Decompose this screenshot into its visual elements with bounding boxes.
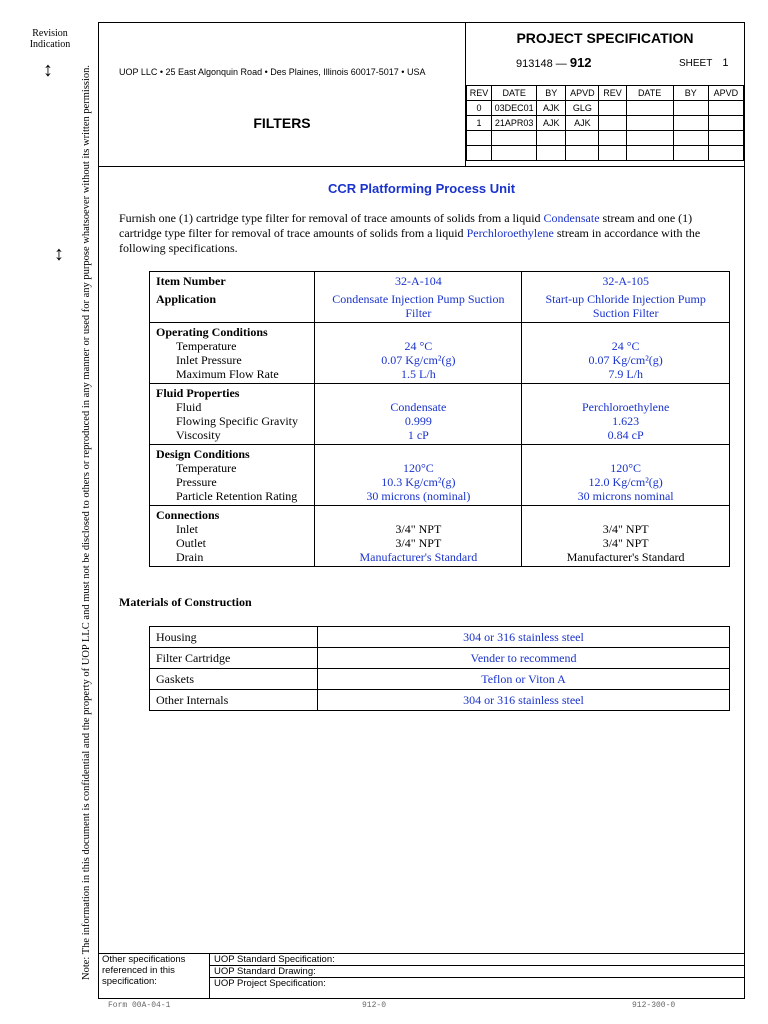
revision-row bbox=[467, 131, 744, 146]
footer-reference-row: UOP Standard Specification: bbox=[210, 954, 745, 966]
rev-cell: GLG bbox=[566, 101, 599, 116]
spacer bbox=[528, 508, 723, 522]
spacer bbox=[528, 386, 723, 400]
sheet-indicator bbox=[679, 57, 728, 69]
section-header: Design Conditions bbox=[156, 447, 250, 461]
param-value: Manufacturer's Standard bbox=[359, 550, 478, 564]
param-value: Perchloroethylene bbox=[582, 400, 670, 414]
section-labels bbox=[150, 445, 315, 506]
revision-arrow-icon: ↕ bbox=[54, 243, 64, 265]
revision-table bbox=[466, 85, 744, 161]
application-a: Condensate Injection Pump Suction Filter bbox=[332, 292, 505, 320]
confidentiality-note: Note: The information in this document is confidential and the property of UOP LLC and must not be disclosed to others or reproduced in any manner or used for any purpose whatsoever without its written permission. bbox=[81, 64, 92, 980]
column-b bbox=[522, 445, 730, 506]
rev-cell: 21APR03 bbox=[492, 116, 537, 131]
intro-paragraph bbox=[119, 211, 729, 256]
section-header: Fluid Properties bbox=[156, 386, 240, 400]
rev-cell bbox=[626, 146, 673, 161]
rev-cell: 1 bbox=[467, 116, 492, 131]
project-spec-heading: PROJECT SPECIFICATION bbox=[516, 30, 694, 46]
param-value: 0.999 bbox=[404, 414, 432, 428]
param-value: 30 microns (nominal) bbox=[366, 489, 471, 503]
materials-table bbox=[149, 626, 730, 711]
rev-cell bbox=[537, 131, 566, 146]
intro-text: stream and one (1) cartridge type filter for removal of trace amounts of solids from a liquid bbox=[119, 211, 693, 240]
rev-cell bbox=[537, 146, 566, 161]
rev-cell bbox=[673, 101, 708, 116]
section-labels bbox=[150, 506, 315, 567]
row-labels bbox=[150, 272, 315, 323]
connections-row bbox=[150, 506, 730, 567]
param-value: 12.0 Kg/cm²(g) bbox=[588, 475, 663, 489]
section-header: Operating Conditions bbox=[156, 325, 268, 339]
param-label: Inlet bbox=[176, 522, 198, 536]
spacer bbox=[528, 447, 723, 461]
company-address: UOP LLC • 25 East Algonquin Road • Des Plaines, Illinois 60017-5017 • USA bbox=[119, 67, 426, 77]
spec-number-main: 913148 bbox=[516, 58, 553, 70]
materials-row bbox=[150, 669, 730, 690]
spacer bbox=[321, 386, 515, 400]
item-number-b: 32-A-105 bbox=[602, 274, 649, 288]
rev-cell bbox=[566, 131, 599, 146]
rev-cell bbox=[708, 116, 743, 131]
spec-dash: — bbox=[555, 58, 567, 70]
rev-cell bbox=[673, 146, 708, 161]
materials-row bbox=[150, 627, 730, 648]
header bbox=[99, 23, 744, 167]
rev-cell bbox=[492, 131, 537, 146]
sheet-label: SHEET bbox=[679, 58, 713, 69]
rev-header-cell: APVD bbox=[708, 86, 743, 101]
fluid-properties-row bbox=[150, 384, 730, 445]
param-value: 30 microns nominal bbox=[577, 489, 674, 503]
rev-header-cell: REV bbox=[467, 86, 492, 101]
rev-cell bbox=[599, 146, 626, 161]
application-b: Start-up Chloride Injection Pump Suction Filter bbox=[545, 292, 706, 320]
revision-indication-label: Revision Indication bbox=[29, 28, 71, 50]
doc-code-right: 912-300-0 bbox=[632, 1001, 676, 1010]
rev-cell bbox=[673, 116, 708, 131]
param-value: 3/4" NPT bbox=[602, 522, 649, 536]
column-a bbox=[315, 384, 522, 445]
column-a bbox=[315, 323, 522, 384]
column-b bbox=[522, 506, 730, 567]
param-value: Condensate bbox=[390, 400, 447, 414]
materials-row bbox=[150, 648, 730, 669]
param-label: Temperature bbox=[176, 461, 237, 475]
rev-cell bbox=[599, 131, 626, 146]
param-label: Drain bbox=[176, 550, 204, 564]
materials-title: Materials of Construction bbox=[119, 595, 252, 609]
param-value: 0.07 Kg/cm²(g) bbox=[588, 353, 663, 367]
revision-row bbox=[467, 101, 744, 116]
param-value: 24 °C bbox=[404, 339, 433, 353]
param-value: 1.5 L/h bbox=[401, 367, 436, 381]
revision-row bbox=[467, 116, 744, 131]
unit-title: CCR Platforming Process Unit bbox=[327, 181, 516, 196]
specification-table bbox=[149, 271, 730, 567]
revision-row bbox=[467, 146, 744, 161]
param-label: Maximum Flow Rate bbox=[176, 367, 279, 381]
param-label: Inlet Pressure bbox=[176, 353, 242, 367]
application-label: Application bbox=[156, 292, 217, 306]
doc-code-mid: 912-0 bbox=[362, 1001, 387, 1010]
param-label: Temperature bbox=[176, 339, 237, 353]
revision-arrow-icon: ↕ bbox=[43, 59, 53, 81]
rev-cell: 0 bbox=[467, 101, 492, 116]
header-left bbox=[99, 23, 466, 166]
rev-cell bbox=[467, 131, 492, 146]
footer bbox=[99, 953, 744, 999]
column-b bbox=[522, 384, 730, 445]
spacer bbox=[528, 325, 723, 339]
rev-cell: AJK bbox=[537, 101, 566, 116]
param-label: Viscosity bbox=[176, 428, 221, 442]
material-value: Teflon or Viton A bbox=[318, 669, 730, 690]
intro-text: stream in accordance with the following specifications. bbox=[119, 226, 701, 255]
spacer bbox=[321, 508, 515, 522]
footer-left-label: Other specifications referenced in this specification: bbox=[102, 954, 186, 987]
column-a bbox=[315, 272, 522, 323]
section-header: Connections bbox=[156, 508, 220, 522]
material-value: 304 or 316 stainless steel bbox=[318, 627, 730, 648]
rev-cell bbox=[599, 101, 626, 116]
rev-cell: AJK bbox=[537, 116, 566, 131]
section-labels bbox=[150, 384, 315, 445]
param-label: Pressure bbox=[176, 475, 217, 489]
param-value: 3/4" NPT bbox=[602, 536, 649, 550]
rev-cell bbox=[492, 146, 537, 161]
intro-fluid-condensate: Condensate bbox=[543, 211, 600, 225]
rev-cell bbox=[626, 116, 673, 131]
param-value: 1.623 bbox=[612, 414, 640, 428]
rev-cell bbox=[708, 146, 743, 161]
section-labels bbox=[150, 323, 315, 384]
rev-cell bbox=[708, 101, 743, 116]
rev-cell bbox=[467, 146, 492, 161]
param-label: Outlet bbox=[176, 536, 206, 550]
sheet-number: 1 bbox=[722, 57, 729, 69]
rev-cell bbox=[599, 116, 626, 131]
confidentiality-note-wrap bbox=[70, 64, 92, 980]
material-label: Filter Cartridge bbox=[150, 648, 318, 669]
param-value: Manufacturer's Standard bbox=[566, 550, 685, 564]
param-value: 0.07 Kg/cm²(g) bbox=[381, 353, 456, 367]
rev-header-cell: REV bbox=[599, 86, 626, 101]
material-value: 304 or 316 stainless steel bbox=[318, 690, 730, 711]
item-application-row bbox=[150, 272, 730, 323]
rev-cell: AJK bbox=[566, 116, 599, 131]
intro-fluid-perchloroethylene: Perchloroethylene bbox=[466, 226, 554, 240]
param-value: 10.3 Kg/cm²(g) bbox=[381, 475, 456, 489]
design-conditions-row bbox=[150, 445, 730, 506]
param-value: 1 cP bbox=[407, 428, 429, 442]
rev-cell: 03DEC01 bbox=[492, 101, 537, 116]
rev-cell bbox=[673, 131, 708, 146]
materials-row bbox=[150, 690, 730, 711]
param-value: 0.84 cP bbox=[607, 428, 644, 442]
param-value: 120°C bbox=[402, 461, 434, 475]
param-value: 7.9 L/h bbox=[608, 367, 643, 381]
rev-cell bbox=[566, 146, 599, 161]
param-label: Particle Retention Rating bbox=[176, 489, 298, 503]
form-number: Form 00A-04-1 bbox=[108, 1001, 171, 1010]
rev-header-cell: BY bbox=[537, 86, 566, 101]
spec-number-suffix: 912 bbox=[569, 55, 592, 70]
document-title: FILTERS bbox=[253, 115, 311, 131]
column-b bbox=[522, 323, 730, 384]
rev-cell bbox=[626, 131, 673, 146]
param-label: Flowing Specific Gravity bbox=[176, 414, 298, 428]
material-label: Gaskets bbox=[150, 669, 318, 690]
rev-header-cell: DATE bbox=[492, 86, 537, 101]
rev-header-cell: DATE bbox=[626, 86, 673, 101]
intro-text: Furnish one (1) cartridge type filter for removal of trace amounts of solids from a liquid bbox=[119, 211, 544, 225]
material-label: Housing bbox=[150, 627, 318, 648]
rev-header-cell: APVD bbox=[566, 86, 599, 101]
spec-sheet-frame bbox=[98, 22, 745, 999]
material-value: Vender to recommend bbox=[318, 648, 730, 669]
param-value: 24 °C bbox=[611, 339, 640, 353]
footer-reference-row: UOP Standard Drawing: bbox=[210, 966, 745, 978]
spacer bbox=[321, 447, 515, 461]
spec-number bbox=[516, 55, 592, 70]
footer-reference-row: UOP Project Specification: bbox=[214, 978, 326, 989]
rev-cell bbox=[708, 131, 743, 146]
column-a bbox=[315, 445, 522, 506]
spacer bbox=[321, 325, 515, 339]
revision-header-row bbox=[467, 86, 744, 101]
material-label: Other Internals bbox=[150, 690, 318, 711]
rev-header-cell: BY bbox=[673, 86, 708, 101]
operating-conditions-row bbox=[150, 323, 730, 384]
param-value: 120°C bbox=[610, 461, 642, 475]
item-number-label: Item Number bbox=[156, 274, 226, 288]
footer-references bbox=[209, 954, 745, 999]
header-right bbox=[466, 23, 744, 166]
param-value: 3/4" NPT bbox=[395, 522, 442, 536]
param-value: 3/4" NPT bbox=[395, 536, 442, 550]
rev-cell bbox=[626, 101, 673, 116]
param-label: Fluid bbox=[176, 400, 202, 414]
column-a bbox=[315, 506, 522, 567]
item-number-a: 32-A-104 bbox=[395, 274, 442, 288]
column-b bbox=[522, 272, 730, 323]
